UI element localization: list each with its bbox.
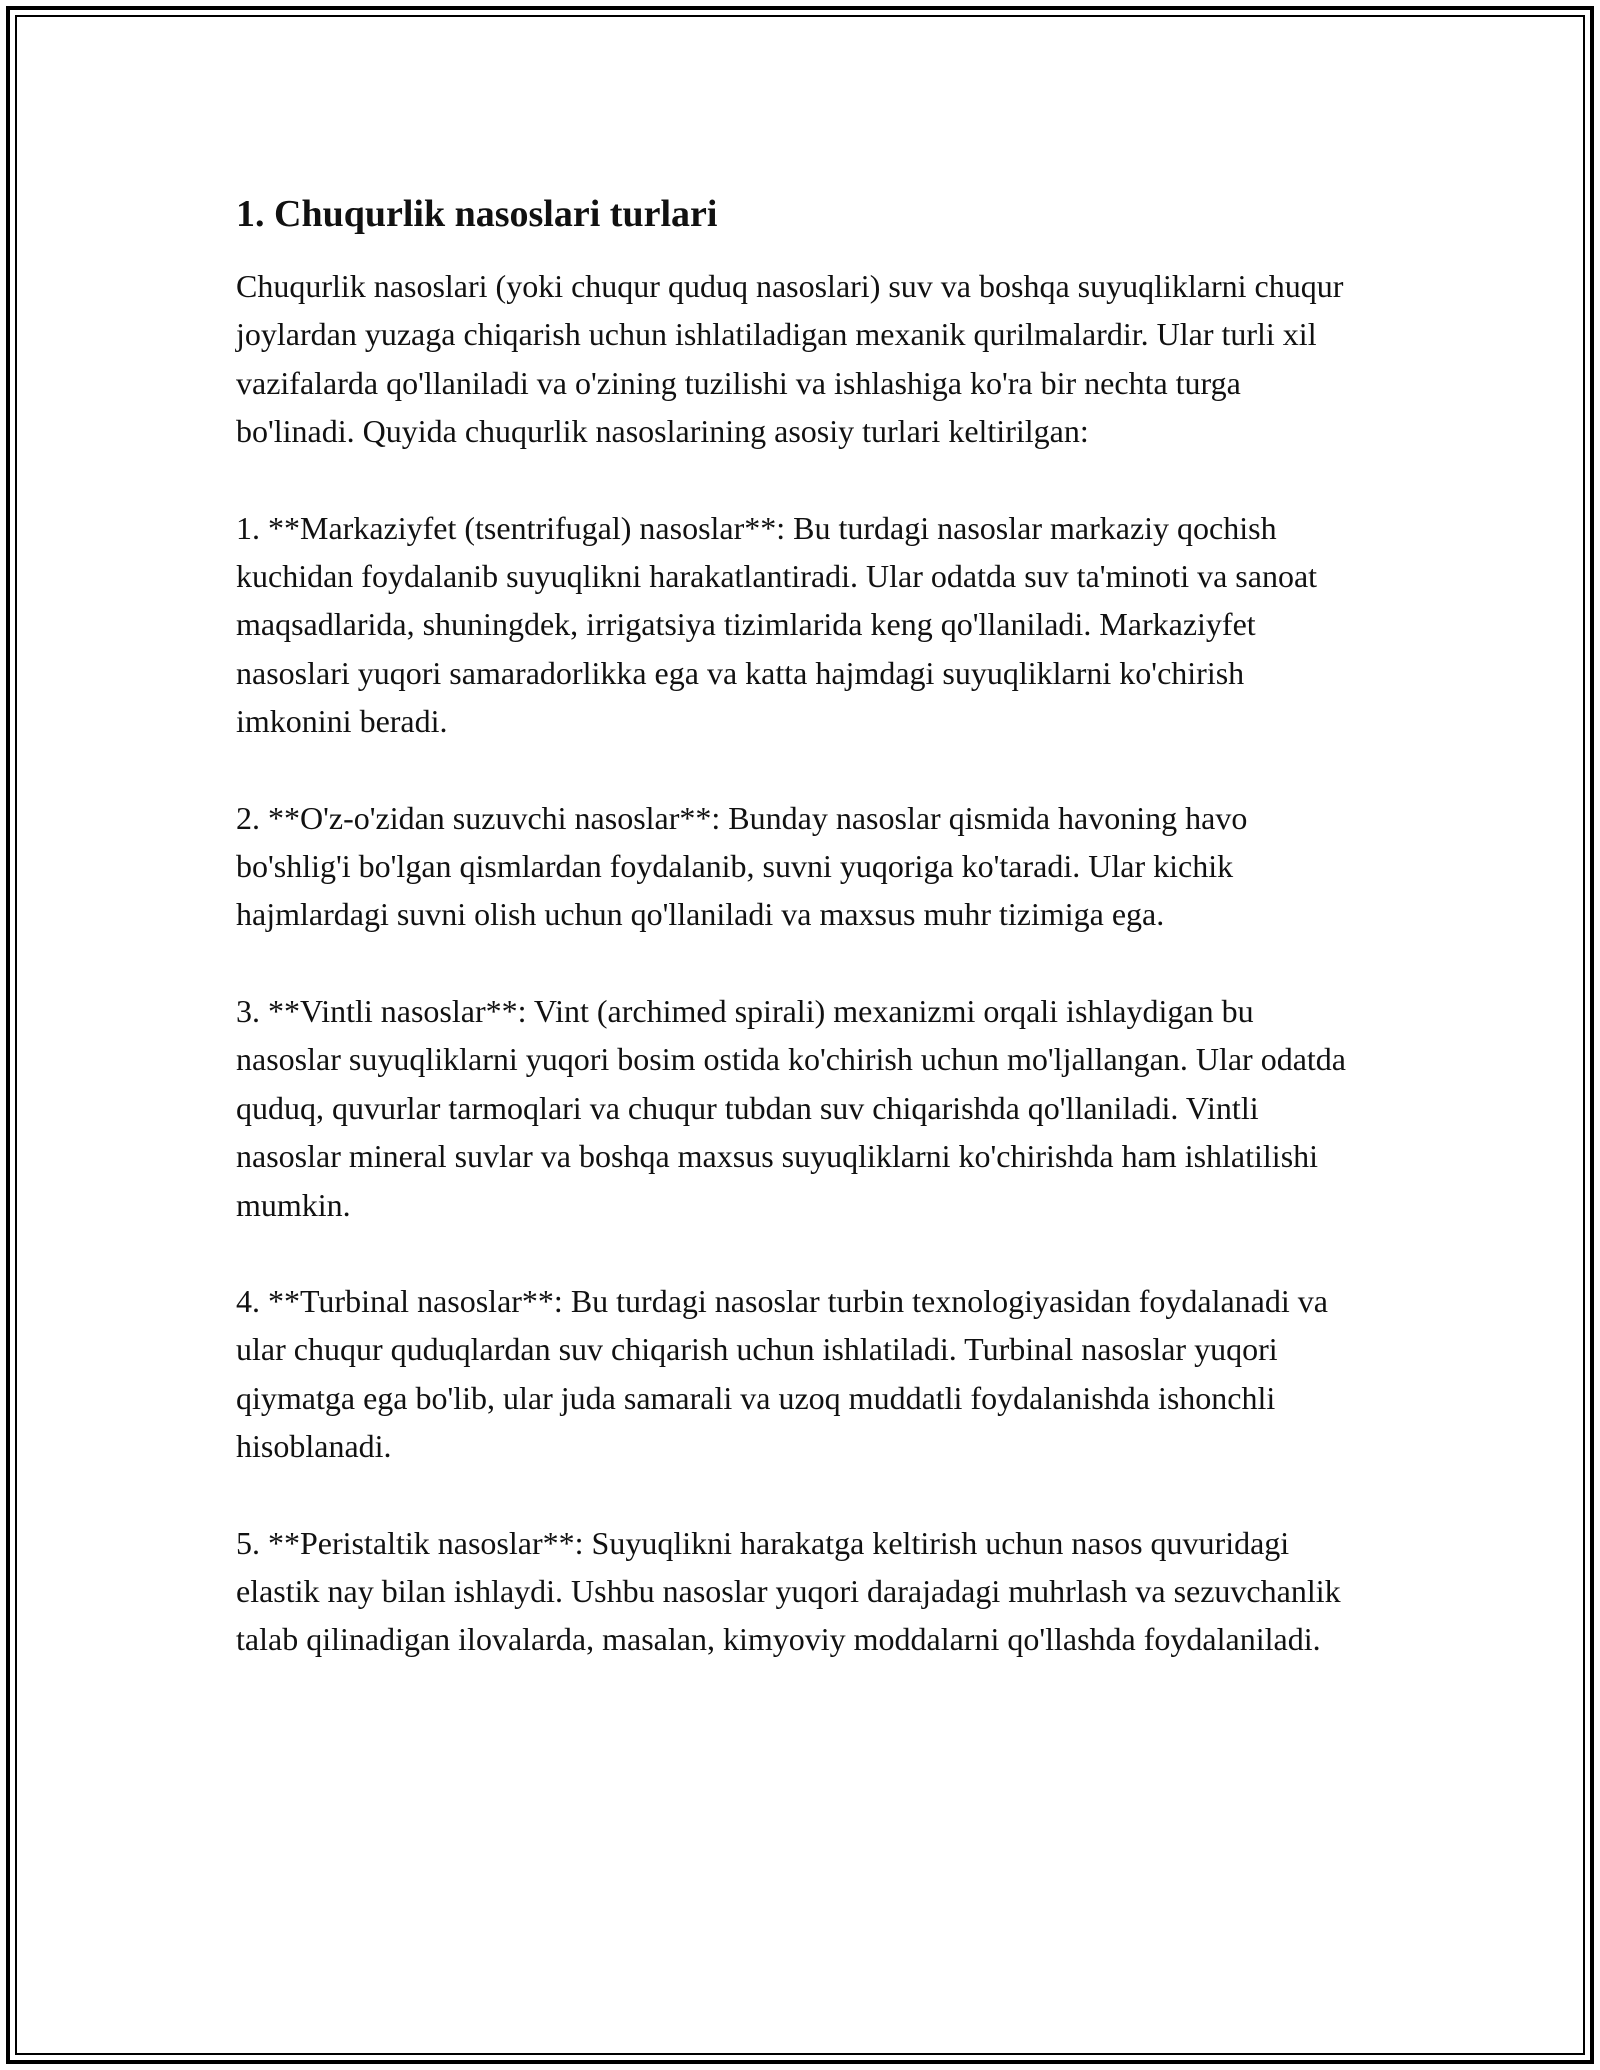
intro-paragraph: Chuqurlik nasoslari (yoki chuqur quduq nasoslari) suv va boshqa suyuqliklarni chuqur joylardan yuzaga chiqarish uchun ishlatiladigan mexanik qurilmalardir. Ular turli xil vazifalarda qo'llaniladi va o'zining tuzilishi va ishlashiga ko'ra bir nechta turga bo'linadi. Quyida chuqurlik nasoslarining asosiy turlari keltirilgan: bbox=[236, 268, 1344, 450]
list-item-turbine: 4. **Turbinal nasoslar**: Bu turdagi nasoslar turbin texnologiyasidan foydalanadi va ular chuqur quduqlardan suv chiqarish uchun ishlatiladi. Turbinal nasoslar yuqori qiymatga ega bo'lib, ular juda samarali va uzoq muddatli foydalanishda ishonchli hisoblanadi. bbox=[236, 1282, 1328, 1465]
list-item-screw: 3. **Vintli nasoslar**: Vint (archimed spirali) mexanizmi orqali ishlaydigan bu nasoslar suyuqliklarni yuqori bosim ostida ko'chirish uchun mo'ljallangan. Ular odatda quduq, quvurlar tarmoqlari va chuqur tubdan suv chiqarishda qo'llaniladi. Vintli nasoslar mineral suvlar va boshqa maxsus suyuqliklarni ko'chirishda ham ishlatilishi mumkin. bbox=[236, 992, 1346, 1223]
document-body bbox=[236, 180, 1366, 1712]
list-item-centrifugal: 1. **Markaziyfet (tsentrifugal) nasoslar**: Bu turdagi nasoslar markaziy qochish kuchidan foydalanib suyuqlikni harakatlantiradi. Ular odatda suv ta'minoti va sanoat maqsadlarida, shuningdek, irrigatsiya tizimlarida keng qo'llaniladi. Markaziyfet nasoslari yuqori samaradorlikka ega va katta hajmdagi suyuqliklarni ko'chirish imkonini beradi. bbox=[236, 509, 1318, 740]
document-title: 1. Chuqurlik nasoslari turlari bbox=[236, 193, 718, 235]
list-item-self-priming: 2. **O'z-o'zidan suzuvchi nasoslar**: Bunday nasoslar qismida havoning havo bo'shlig'i bo'lgan qismlardan foydalanib, suvni yuqoriga ko'taradi. Ular kichik hajmlardagi suvni olish uchun qo'llaniladi va maxsus muhr tizimiga ega. bbox=[236, 799, 1248, 933]
list-item-peristaltic: 5. **Peristaltik nasoslar**: Suyuqlikni harakatga keltirish uchun nasos quvuridagi elastik nay bilan ishlaydi. Ushbu nasoslar yuqori darajadagi muhrlash va sezuvchanlik talab qilinadigan ilovalarda, masalan, kimyoviy moddalarni qo'llashda foydalaniladi. bbox=[236, 1524, 1341, 1658]
